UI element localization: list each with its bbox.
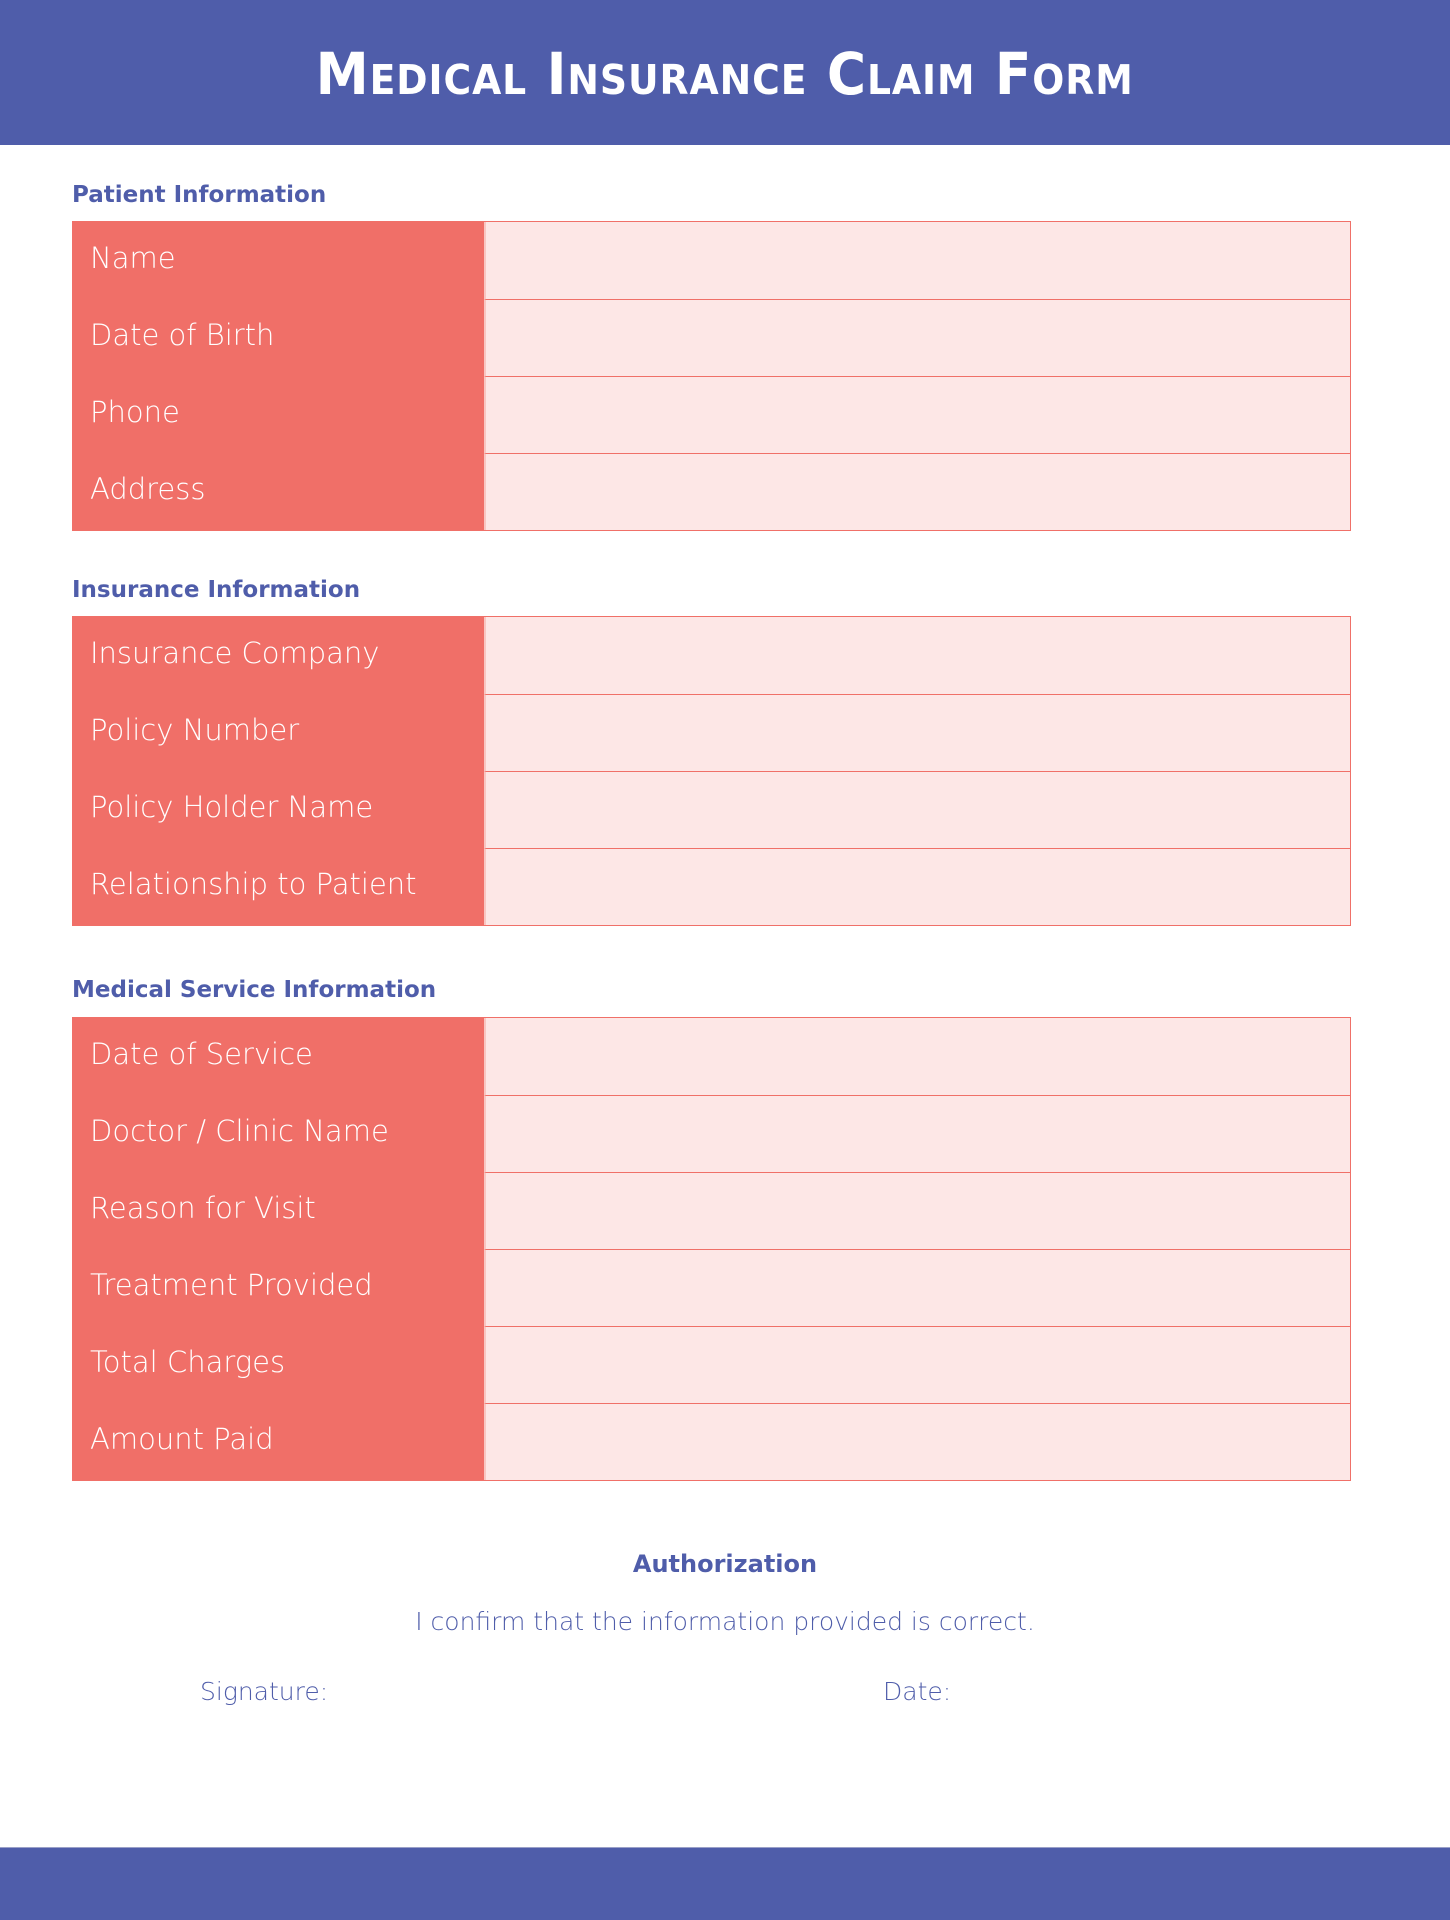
name-field[interactable] xyxy=(484,222,1350,299)
form-title: Medical Insurance Claim Form xyxy=(315,39,1135,108)
form-row-doctor-clinic-name xyxy=(72,1095,1350,1172)
date-of-service-field[interactable] xyxy=(484,1018,1350,1095)
insurance-company-field[interactable] xyxy=(484,617,1350,694)
form-row-phone xyxy=(72,376,1350,453)
form-row-date-of-service xyxy=(72,1018,1350,1095)
field-label: Amount Paid xyxy=(72,1403,484,1480)
authorization-heading: Authorization xyxy=(632,1550,818,1578)
form-row-policy-holder-name xyxy=(72,771,1350,848)
section-heading-medical-service-information: Medical Service Information xyxy=(72,977,437,1003)
insurance-information-table xyxy=(72,616,1351,926)
field-label: Treatment Provided xyxy=(72,1249,484,1326)
doctor-clinic-name-field[interactable] xyxy=(484,1095,1350,1172)
treatment-provided-field[interactable] xyxy=(484,1249,1350,1326)
total-charges-field[interactable] xyxy=(484,1326,1350,1403)
authorization-statement: I confirm that the information provided is correct. xyxy=(415,1607,1035,1636)
field-label: Insurance Company xyxy=(72,617,484,694)
medical-service-information-table xyxy=(72,1017,1351,1481)
field-label: Total Charges xyxy=(72,1326,484,1403)
form-row-treatment-provided xyxy=(72,1249,1350,1326)
field-label: Relationship to Patient xyxy=(72,848,484,925)
field-label: Policy Number xyxy=(72,694,484,771)
address-field[interactable] xyxy=(484,453,1350,530)
field-label: Doctor / Clinic Name xyxy=(72,1095,484,1172)
form-row-date-of-birth xyxy=(72,299,1350,376)
signature-label: Signature: xyxy=(200,1677,329,1706)
field-label: Date of Birth xyxy=(72,299,484,376)
policy-holder-name-field[interactable] xyxy=(484,771,1350,848)
form-row-name xyxy=(72,222,1350,299)
amount-paid-field[interactable] xyxy=(484,1403,1350,1480)
form-row-address xyxy=(72,453,1350,530)
form-row-total-charges xyxy=(72,1326,1350,1403)
field-label: Reason for Visit xyxy=(72,1172,484,1249)
phone-field[interactable] xyxy=(484,376,1350,453)
field-label: Phone xyxy=(72,376,484,453)
section-heading-insurance-information: Insurance Information xyxy=(72,577,361,603)
policy-number-field[interactable] xyxy=(484,694,1350,771)
form-row-amount-paid xyxy=(72,1403,1350,1480)
header-band xyxy=(0,0,1450,145)
field-label: Address xyxy=(72,453,484,530)
field-label: Date of Service xyxy=(72,1018,484,1095)
patient-information-table xyxy=(72,221,1351,531)
field-label: Policy Holder Name xyxy=(72,771,484,848)
footer-band xyxy=(0,1847,1450,1920)
section-heading-patient-information: Patient Information xyxy=(72,182,327,208)
form-row-relationship-to-patient xyxy=(72,848,1350,925)
reason-for-visit-field[interactable] xyxy=(484,1172,1350,1249)
relationship-to-patient-field[interactable] xyxy=(484,848,1350,925)
form-row-policy-number xyxy=(72,694,1350,771)
form-row-reason-for-visit xyxy=(72,1172,1350,1249)
date-of-birth-field[interactable] xyxy=(484,299,1350,376)
form-row-insurance-company xyxy=(72,617,1350,694)
field-label: Name xyxy=(72,222,484,299)
date-label: Date: xyxy=(883,1677,952,1706)
